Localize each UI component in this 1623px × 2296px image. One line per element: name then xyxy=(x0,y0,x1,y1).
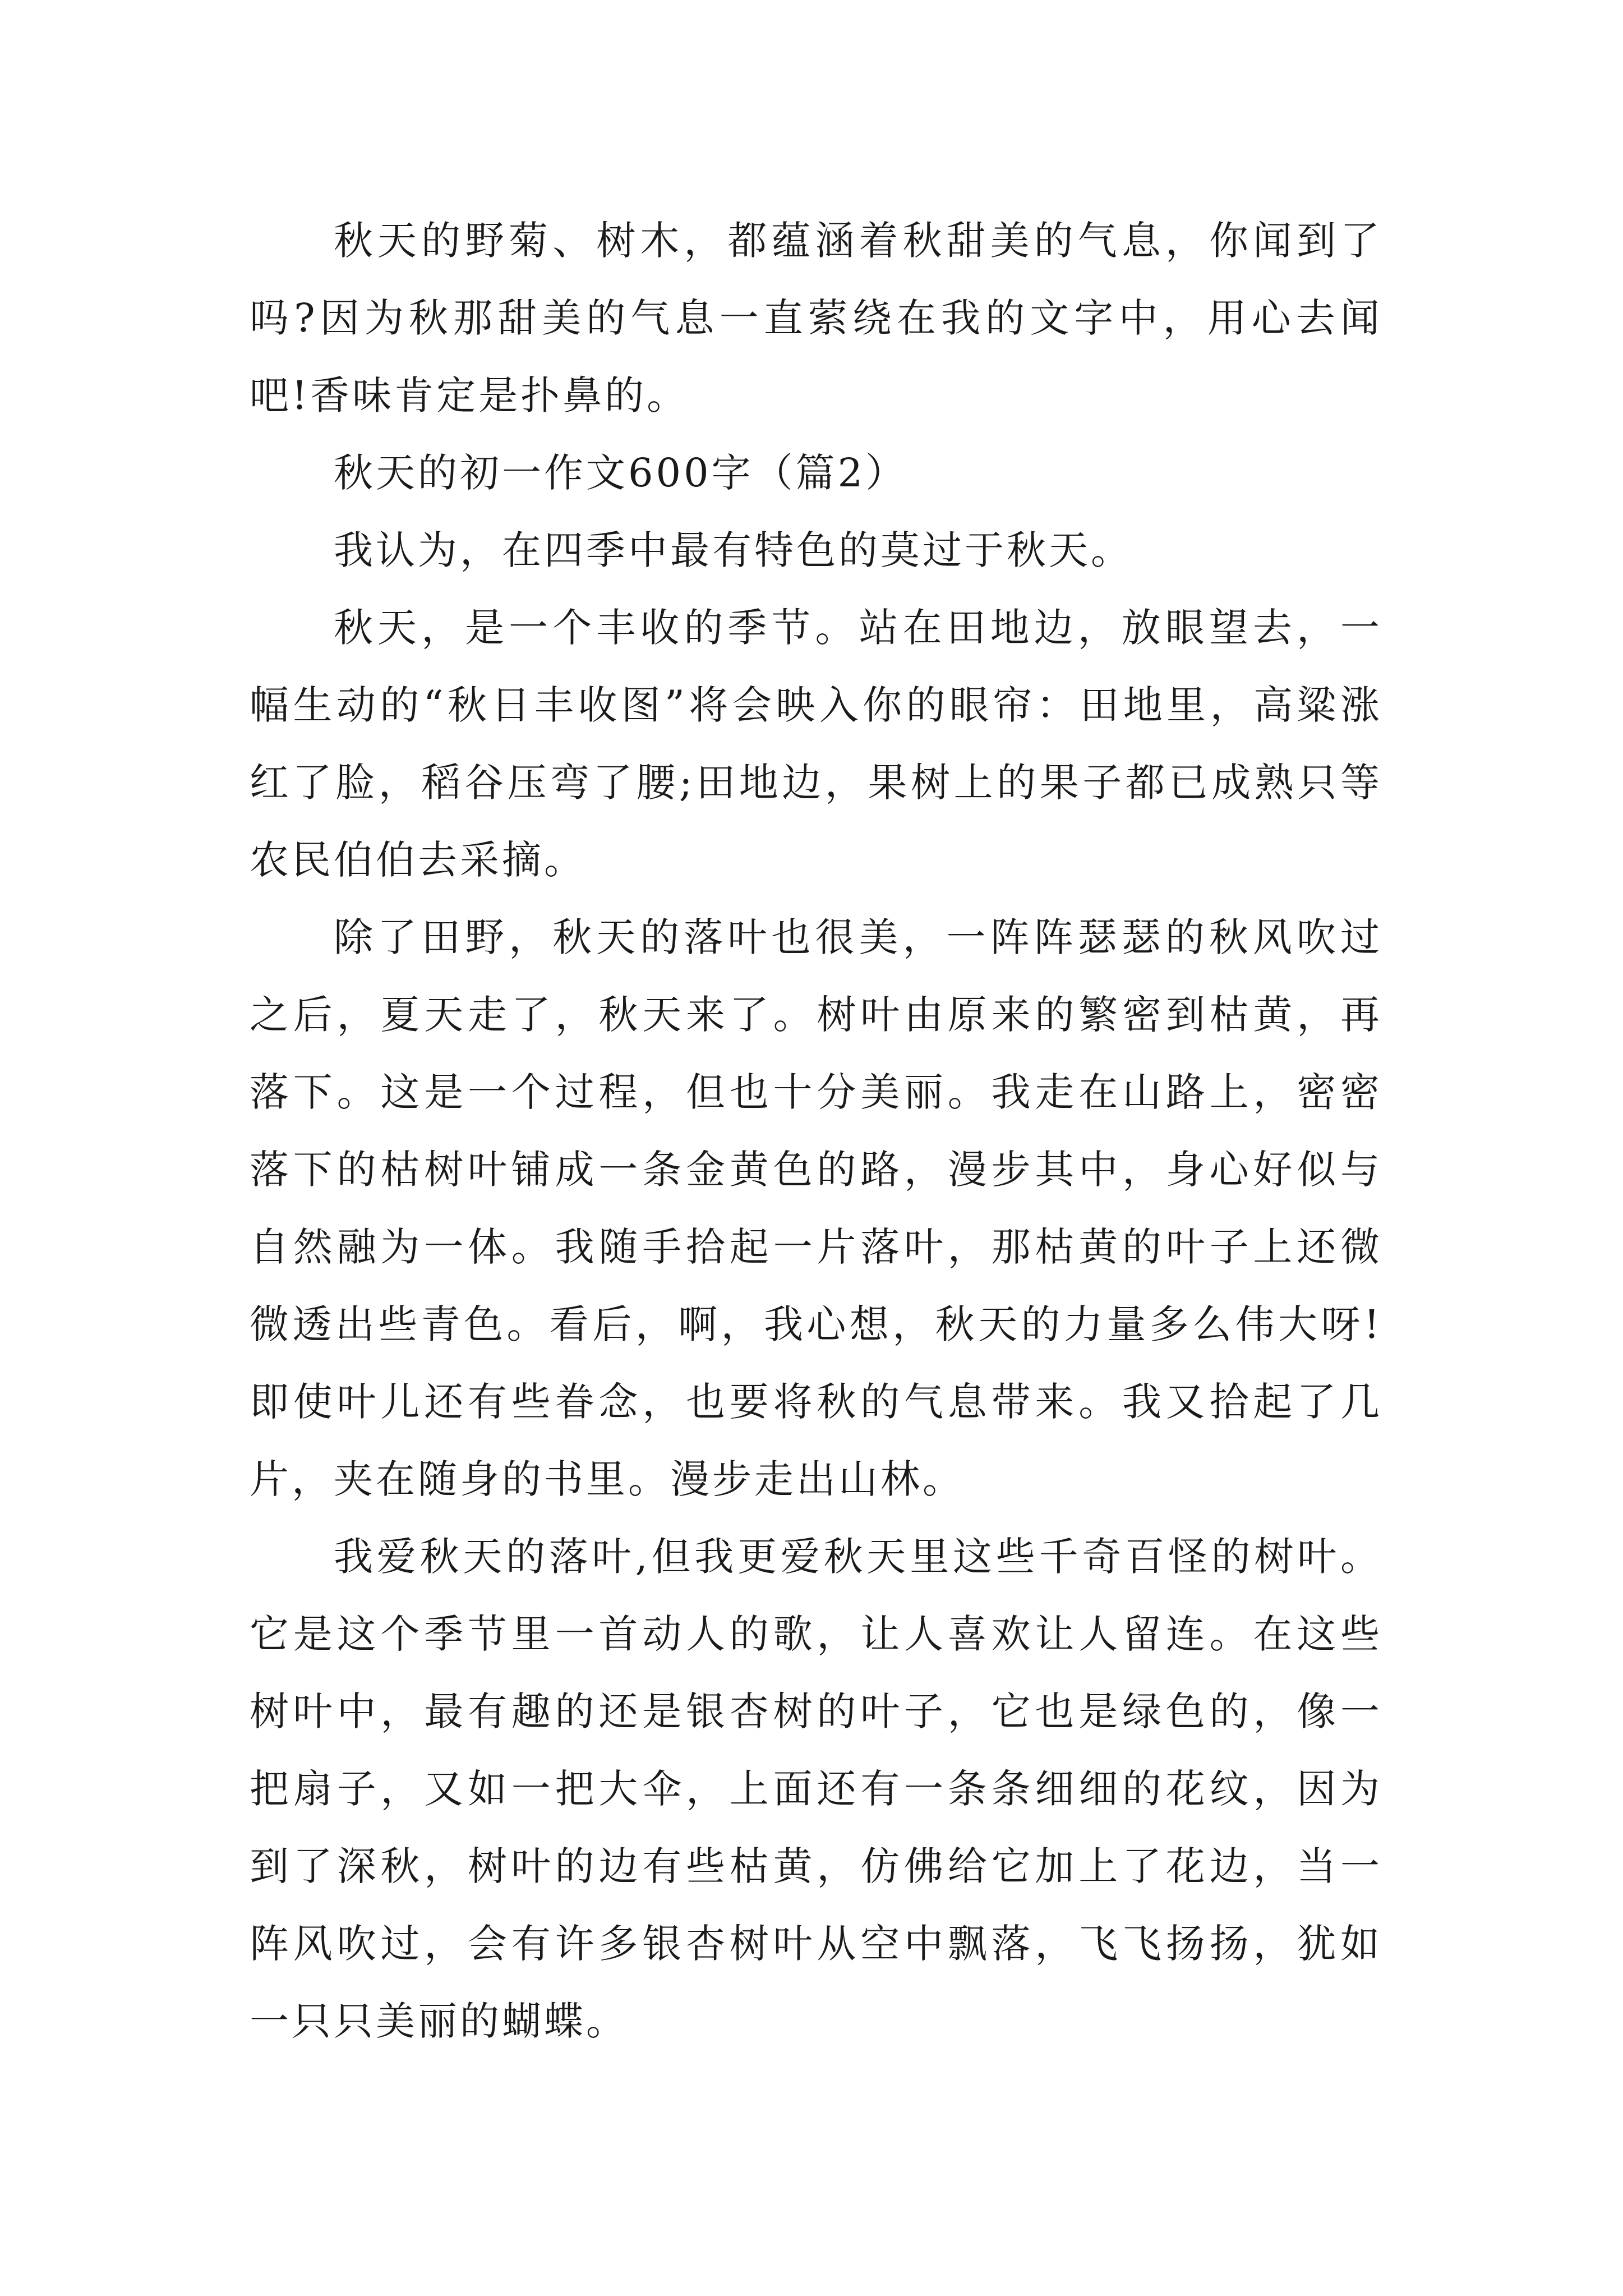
paragraph-1: 秋天的野菊、树木，都蕴涵着秋甜美的气息，你闻到了吗?因为秋那甜美的气息一直萦绕在我的文字中，用心去闻吧!香味肯定是扑鼻的。 xyxy=(250,218,1382,418)
paragraph-2: 我认为，在四季中最有特色的莫过于秋天。 xyxy=(334,527,1133,573)
paragraph-4: 除了田野，秋天的落叶也很美，一阵阵瑟瑟的秋风吹过之后，夏天走了，秋天来了。树叶由原来的繁密到枯黄，再落下。这是一个过程，但也十分美丽。我走在山路上，密密落下的枯树叶铺成一条金黄色的路，漫步其中，身心好似与自然融为一体。我随手拾起一片落叶，那枯黄的叶子上还微微透出些青色。看后，啊，我心想，秋天的力量多么伟大呀!即使叶儿还有些眷念，也要将秋的气息带来。我又拾起了几片，夹在随身的书里。漫步走出山林。 xyxy=(250,914,1382,1502)
paragraph-3: 秋天，是一个丰收的季节。站在田地边，放眼望去，一幅生动的“秋日丰收图”将会映入你的眼帘：田地里，高粱涨红了脸，稻谷压弯了腰;田地边，果树上的果子都已成熟只等农民伯伯去采摘。 xyxy=(250,605,1382,883)
document-body xyxy=(250,202,1382,2060)
section-heading: 秋天的初一作文600字（篇2） xyxy=(334,450,908,496)
paragraph-5: 我爱秋天的落叶,但我更爱秋天里这些千奇百怪的树叶。它是这个季节里一首动人的歌，让人喜欢让人留连。在这些树叶中，最有趣的还是银杏树的叶子，它也是绿色的，像一把扇子，又如一把大伞，上面还有一条条细细的花纹，因为到了深秋，树叶的边有些枯黄，仿佛给它加上了花边，当一阵风吹过，会有许多银杏树叶从空中飘落，飞飞扬扬，犹如一只只美丽的蝴蝶。 xyxy=(250,1534,1382,2044)
